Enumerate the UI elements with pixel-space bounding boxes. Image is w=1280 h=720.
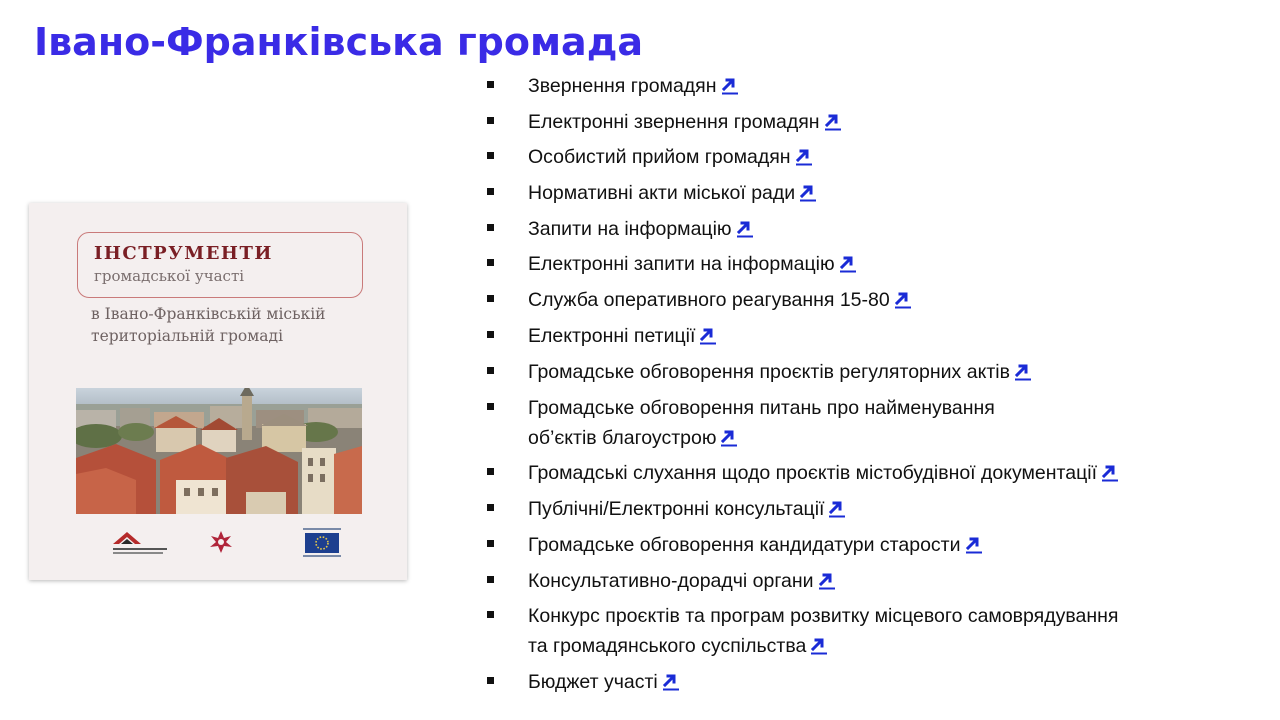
square-bullet-icon	[487, 259, 494, 266]
list-item-label: Електронні запити на інформацію	[528, 253, 835, 275]
square-bullet-icon	[487, 295, 494, 302]
list-item-text	[528, 393, 995, 453]
list-item-text	[528, 178, 816, 208]
external-link-arrow-icon[interactable]	[721, 427, 737, 447]
external-link-arrow-icon[interactable]	[966, 534, 982, 554]
list-item-text	[528, 285, 911, 315]
external-link-arrow-icon[interactable]	[895, 289, 911, 309]
square-bullet-icon	[487, 81, 494, 88]
list-item-label: Електронні звернення громадян	[528, 111, 820, 133]
list-item-text	[528, 566, 835, 596]
square-bullet-icon	[487, 152, 494, 159]
list-item-label: Конкурс проєктів та програм розвитку місцевого самоврядування	[528, 605, 1119, 627]
list-item-text	[528, 601, 1118, 661]
list-item-text	[528, 494, 845, 524]
square-bullet-icon	[487, 504, 494, 511]
list-item-label: Бюджет участі	[528, 671, 658, 693]
square-bullet-icon	[487, 367, 494, 374]
list-item-label-continued: об’єктів благоустрою	[528, 427, 717, 449]
list-item-text	[528, 530, 982, 560]
square-bullet-icon	[487, 611, 494, 618]
list-item-label: Нормативні акти міської ради	[528, 182, 796, 204]
list-item-text	[528, 249, 856, 279]
list-item-text	[528, 107, 841, 137]
list-item-text	[528, 214, 753, 244]
list-item-label: Електронні петиції	[528, 325, 696, 347]
list-item-label: Громадське обговорення проєктів регуляторних актів	[528, 361, 1010, 383]
square-bullet-icon	[487, 403, 494, 410]
cover-subheading: громадської участі	[94, 267, 245, 285]
list-item-label: Громадське обговорення кандидатури старости	[528, 534, 961, 556]
square-bullet-icon	[487, 468, 494, 475]
square-bullet-icon	[487, 331, 494, 338]
square-bullet-icon	[487, 576, 494, 583]
external-link-arrow-icon[interactable]	[796, 146, 812, 166]
external-link-arrow-icon[interactable]	[1102, 462, 1118, 482]
external-link-arrow-icon[interactable]	[811, 635, 827, 655]
list-item-text	[528, 71, 738, 101]
external-link-arrow-icon[interactable]	[819, 570, 835, 590]
list-item-label: Особистий прийом громадян	[528, 146, 791, 168]
external-link-arrow-icon[interactable]	[737, 218, 753, 238]
list-item-text	[528, 458, 1118, 488]
list-item-label: Громадське обговорення питань про найменування	[528, 397, 995, 419]
list-item-label: Консультативно-дорадчі органи	[528, 570, 814, 592]
list-item-label-continued: та громадянського суспільства	[528, 635, 807, 657]
external-link-arrow-icon[interactable]	[800, 182, 816, 202]
external-link-arrow-icon[interactable]	[722, 75, 738, 95]
list-item-text	[528, 357, 1031, 387]
square-bullet-icon	[487, 117, 494, 124]
external-link-arrow-icon[interactable]	[829, 498, 845, 518]
list-item-label: Публічні/Електронні консультації	[528, 498, 825, 520]
list-item-text	[528, 142, 812, 172]
external-link-arrow-icon[interactable]	[663, 671, 679, 691]
list-item-label: Звернення громадян	[528, 75, 717, 97]
external-link-arrow-icon[interactable]	[840, 253, 856, 273]
square-bullet-icon	[487, 677, 494, 684]
list-item-label: Запити на інформацію	[528, 218, 732, 240]
cover-line-2: територіальній громаді	[91, 327, 284, 345]
square-bullet-icon	[487, 540, 494, 547]
list-item-label: Служба оперативного реагування 15-80	[528, 289, 890, 311]
cover-heading: ІНСТРУМЕНТИ	[94, 243, 273, 264]
external-link-arrow-icon[interactable]	[700, 325, 716, 345]
list-item-label: Громадські слухання щодо проєктів містобудівної документації	[528, 462, 1098, 484]
square-bullet-icon	[487, 188, 494, 195]
list-item-text	[528, 667, 679, 697]
external-link-arrow-icon[interactable]	[825, 111, 841, 131]
square-bullet-icon	[487, 224, 494, 231]
external-link-arrow-icon[interactable]	[1015, 361, 1031, 381]
page-title: Івано-Франківська громада	[34, 20, 644, 64]
cover-line-1: в Івано-Франківській міській	[91, 305, 326, 323]
list-item-text	[528, 321, 716, 351]
